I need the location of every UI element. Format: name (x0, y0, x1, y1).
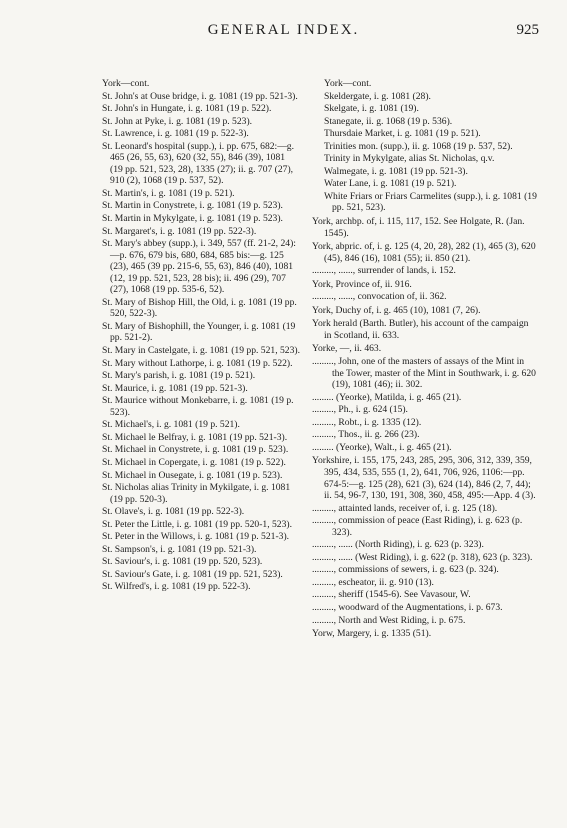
index-entry: ........., commissions of sewers, i. g. 623 (p. 324). (312, 564, 499, 576)
index-entry: Yorw, Margery, i. g. 1335 (51). (312, 628, 432, 640)
index-entry: ........., John, one of the masters of assays of the Mint in the Tower, master of the Mint in Southwark, i. g. 620 (19), 1081 (46); ii. 302. (312, 356, 536, 391)
index-entry: Skeldergate, i. g. 1081 (28). (324, 90, 431, 102)
index-entry: Walmegate, i. g. 1081 (19 pp. 521-3). (324, 165, 468, 177)
index-entry: Water Lane, i. g. 1081 (19 p. 521). (324, 178, 457, 190)
index-entry: St. Leonard's hospital (supp.), i. pp. 675, 682:—g. 465 (26, 55, 63), 620 (32, 55), 846 (39), 1081 (19 pp. 521, 523, 28), 1335 (27); ii. g. 707 (27), 910 (2), 1068 (19 p. 537, 52). (102, 140, 294, 187)
index-entry: St. Olave's, i. g. 1081 (19 pp. 522-3). (102, 506, 245, 518)
index-entry: ......... (Yeorke), Matilda, i. g. 465 (21). (312, 391, 462, 403)
index-entry: Trinities mon. (supp.), ii. g. 1068 (19 p. 537, 52). (324, 140, 513, 152)
index-entry: York, abpric. of, i. g. 125 (4, 20, 28), 282 (1), 465 (3), 620 (45), 846 (16), 1081 (55); ii. 850 (21). (312, 241, 536, 264)
index-entry: St. Martin in Conystrete, i. g. 1081 (19 p. 523). (102, 200, 283, 212)
index-entry: St. John's at Ouse bridge, i. g. 1081 (19 pp. 521-3). (102, 90, 298, 102)
index-entry: St. Michael in Conystrete, i. g. 1081 (19 p. 523). (102, 444, 289, 456)
index-entry: St. Maurice, i. g. 1081 (19 pp. 521-3). (102, 382, 248, 394)
index-entry: ........., Thos., ii. g. 266 (23). (312, 429, 420, 441)
index-entry: York—cont. (102, 78, 150, 89)
index-entry: ........., ......, convocation of, ii. 362. (312, 291, 447, 303)
index-entry: Trinity in Mykylgate, alias St. Nicholas, q.v. (324, 153, 495, 165)
index-entry: St. John's in Hungate, i. g. 1081 (19 p. 522). (102, 103, 272, 115)
index-entry: York—cont. (324, 78, 372, 89)
index-entry: Yorke, —, ii. 463. (312, 343, 382, 355)
index-entry: St. Peter the Little, i. g. 1081 (19 pp. 520-1, 523). (102, 518, 292, 530)
index-entry: Thursdaie Market, i. g. 1081 (19 p. 521). (324, 128, 481, 140)
index-entry: St. Michael in Copergate, i. g. 1081 (19 p. 522). (102, 456, 286, 468)
index-entry: St. Michael in Ousegate, i. g. 1081 (19 p. 523). (102, 469, 283, 481)
index-entry: St. Martin in Mykylgate, i. g. 1081 (19 p. 523). (102, 213, 283, 225)
index-entry: St. Mary of Bishophill, the Younger, i. g. 1081 (19 pp. 521-2). (102, 320, 296, 344)
page-title: GENERAL INDEX. (207, 22, 360, 38)
index-entry: St. Michael le Belfray, i. g. 1081 (19 pp. 521-3). (102, 431, 288, 443)
index-entry: ........., ......, surrender of lands, i. 152. (312, 265, 456, 277)
index-column-right (312, 78, 538, 641)
index-column-left (90, 78, 300, 594)
index-entry: Stanegate, ii. g. 1068 (19 p. 536). (324, 115, 453, 127)
index-entry: White Friars or Friars Carmelites (supp.), i. g. 1081 (19 pp. 521, 523). (324, 190, 537, 214)
index-entry: St. Mary's parish, i. g. 1081 (19 p. 521). (102, 370, 256, 382)
index-entry: St. Mary of Bishop Hill, the Old, i. g. 1081 (19 pp. 520, 522-3). (102, 296, 297, 320)
index-entry: St. Sampson's, i. g. 1081 (19 pp. 521-3). (102, 543, 257, 555)
index-entry: St. Lawrence, i. g. 1081 (19 p. 522-3). (102, 128, 249, 140)
index-entry: St. Margaret's, i. g. 1081 (19 pp. 522-3). (102, 225, 257, 237)
index-entry: St. Saviour's Gate, i. g. 1081 (19 pp. 521, 523). (102, 568, 283, 580)
page-header (0, 18, 567, 48)
page-number: 925 (516, 22, 539, 38)
index-entry: York, Province of, ii. 916. (312, 278, 412, 290)
index-entry: ........., attainted lands, receiver of, i. g. 125 (18). (312, 502, 498, 514)
index-entry: York herald (Barth. Butler), his account of the campaign in Scotland, ii. 633. (312, 318, 529, 341)
index-entry: ........., Ph., i. g. 624 (15). (312, 404, 408, 416)
index-entry: ........., ...... (North Riding), i. g. 623 (p. 323). (312, 539, 484, 551)
index-entry: ........., commission of peace (East Riding), i. g. 623 (p. 323). (312, 515, 523, 538)
index-entry: York, archbp. of, i. 115, 117, 152. See Holgate, R. (Jan. 1545). (312, 216, 525, 239)
index-entry: St. Mary in Castelgate, i. g. 1081 (19 pp. 521, 523). (102, 345, 300, 357)
index-entry: ........., ...... (West Riding), i. g. 622 (p. 318), 623 (p. 323). (312, 551, 533, 563)
index-entry: ........., North and West Riding, i. p. 675. (312, 614, 466, 626)
index-entry: St. Mary without Lathorpe, i. g. 1081 (19 p. 522). (102, 357, 293, 369)
index-entry: ........., escheator, ii. g. 910 (13). (312, 576, 434, 588)
index-entry: ........., Robt., i. g. 1335 (12). (312, 416, 422, 428)
index-entry: ........., sheriff (1545-6). See Vavasour, W. (312, 589, 471, 601)
index-entry: St. Mary's abbey (supp.), i. 349, 557 (ff. 21-2, 24):—p. 676, 679 bis, 680, 684, 685 bis:—g. 125 (23), 465 (39 pp. 215-6, 55, 63), 846 (40), 1081 (12, 19 pp. 521, 523, 28 bis); ii. 496 (29), 707 (27), 1068 (19 pp. 535-6, 52). (102, 238, 296, 296)
index-entry: York, Duchy of, i. g. 465 (10), 1081 (7, 26). (312, 304, 481, 316)
index-entry: Skelgate, i. g. 1081 (19). (324, 103, 419, 115)
index-entry: St. Martin's, i. g. 1081 (19 p. 521). (102, 187, 235, 199)
index-entry: St. Maurice without Monkebarre, i. g. 1081 (19 p. 523). (102, 395, 294, 418)
index-entry: St. John at Pyke, i. g. 1081 (19 p. 523). (102, 115, 253, 127)
index-entry: Yorkshire, i. 155, 175, 243, 285, 295, 306, 312, 339, 359, 395, 434, 535, 555 (1, 2), 641, 706, 926, 1106:—pp. 674-5:—g. 125 (28), 621 (3), 624 (14), 846 (2, 7, 44); ii. 54, 96-7, 130, 191, 308, 360, 458, 495:—App. 4 (3). (312, 455, 536, 502)
index-entry: St. Peter in the Willows, i. g. 1081 (19 p. 521-3). (102, 531, 290, 543)
index-entry: St. Wilfred's, i. g. 1081 (19 pp. 522-3). (102, 581, 251, 593)
index-entry: ......... (Yeorke), Walt., i. g. 465 (21). (312, 441, 452, 453)
index-entry: St. Saviour's, i. g. 1081 (19 pp. 520, 523). (102, 556, 263, 568)
index-entry: St. Michael's, i. g. 1081 (19 p. 521). (102, 419, 240, 431)
index-entry: ........., woodward of the Augmentations, i. p. 673. (312, 601, 503, 613)
index-entry: St. Nicholas alias Trinity in Mykilgate, i. g. 1081 (19 pp. 520-3). (102, 482, 291, 505)
